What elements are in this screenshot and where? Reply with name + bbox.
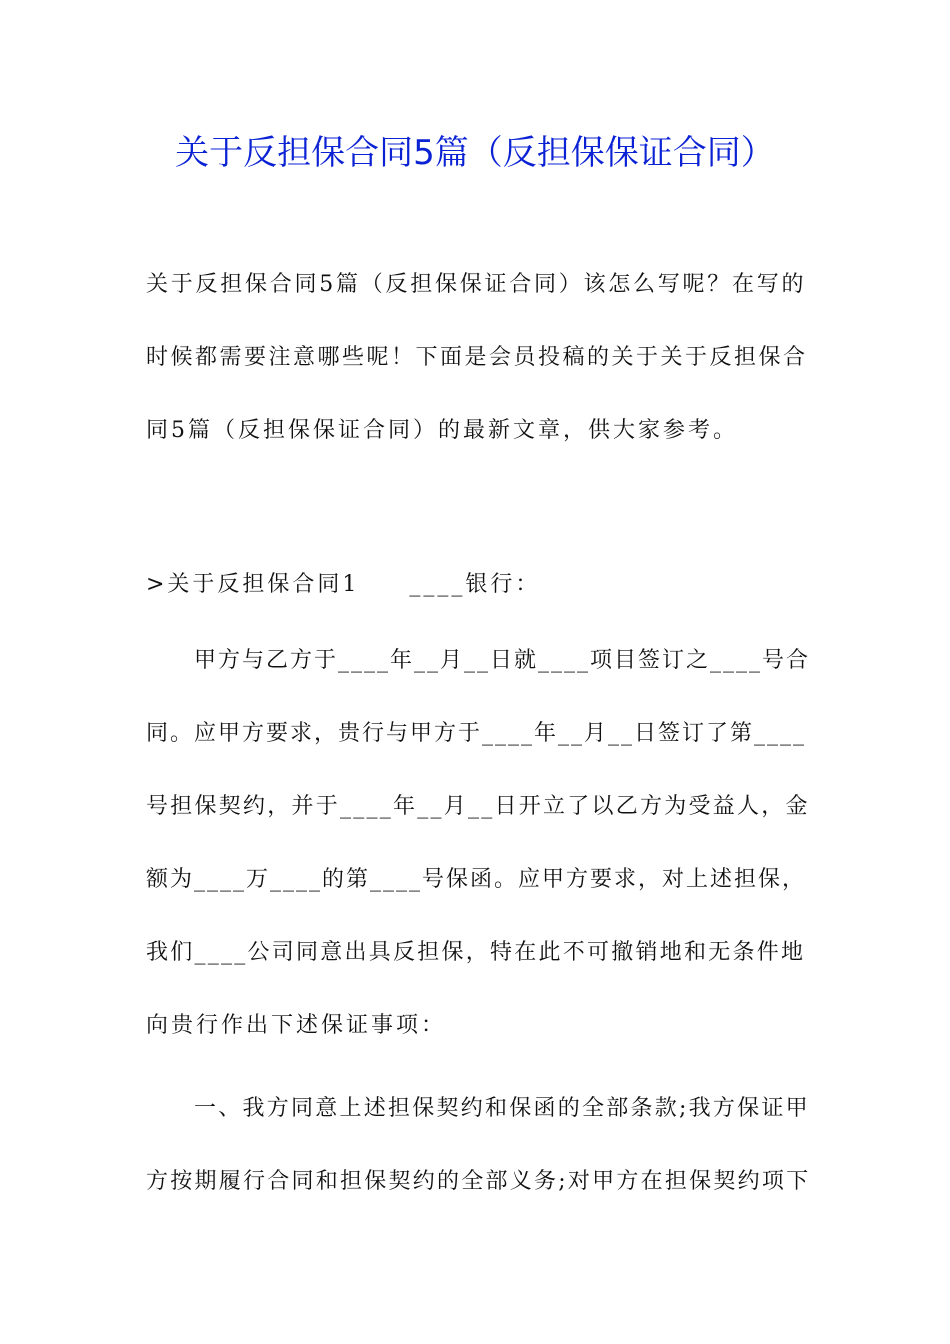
- body-line-2: 同。应甲方要求，贵行与甲方于____年__月__日签订了第____: [146, 721, 807, 746]
- body-line-5: 我们____公司同意出具反担保，特在此不可撤销地和无条件地: [146, 940, 806, 965]
- body-line-3: 号担保契约，并于____年__月__日开立了以乙方为受益人，金: [146, 794, 810, 819]
- document-title: 关于反担保合同5篇（反担保保证合同）: [175, 133, 775, 173]
- intro-line-2: 时候都需要注意哪些呢！下面是会员投稿的关于关于反担保合: [146, 345, 808, 370]
- intro-line-3: 同5篇（反担保保证合同）的最新文章，供大家参考。: [146, 418, 738, 443]
- body-line-6: 向贵行作出下述保证事项：: [146, 1013, 447, 1038]
- body-line-1: 甲方与乙方于____年__月__日就____项目签订之____号合: [194, 648, 811, 673]
- body-line-4: 额为____万____的第____号保函。应甲方要求，对上述担保，: [146, 867, 807, 892]
- section-heading: >关于反担保合同1 ____银行：: [146, 572, 541, 597]
- clause-line-2: 方按期履行合同和担保契约的全部义务;对甲方在担保契约项下: [146, 1169, 811, 1194]
- clause-line-1: 一、我方同意上述担保契约和保函的全部条款;我方保证甲: [194, 1096, 810, 1121]
- intro-line-1: 关于反担保合同5篇（反担保保证合同）该怎么写呢？在写的: [146, 272, 807, 297]
